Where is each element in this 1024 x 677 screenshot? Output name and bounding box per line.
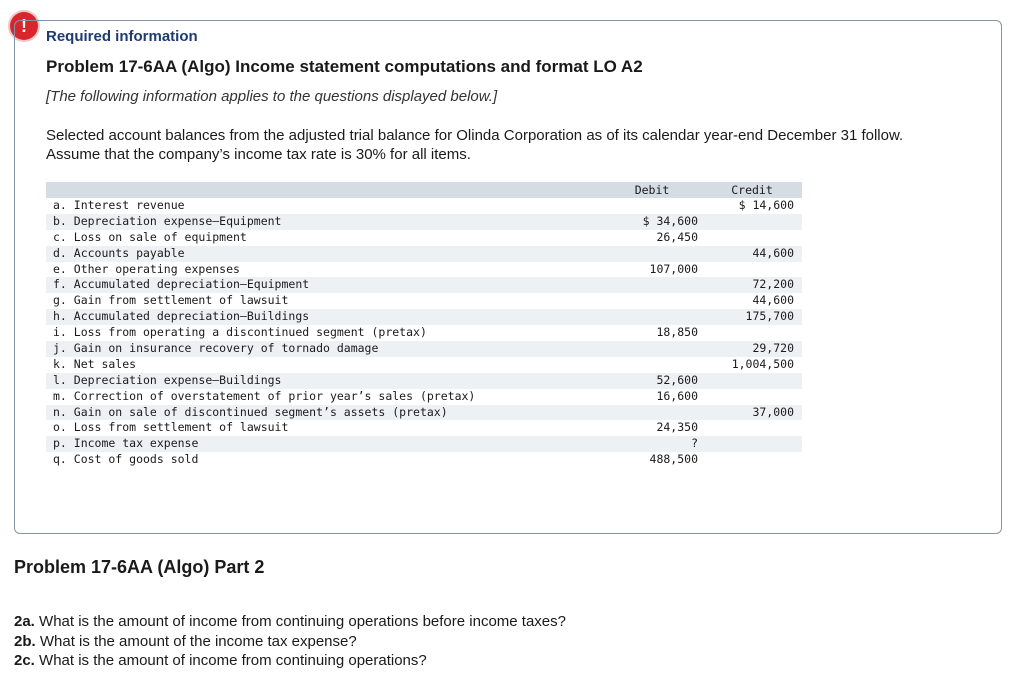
account-label: q. Cost of goods sold (53, 452, 199, 467)
credit-value: 44,600 (752, 245, 794, 260)
applies-note: [The following information applies to the questions displayed below.] (46, 88, 498, 105)
question-text: What is the amount of income from continuing operations before income taxes? (39, 613, 566, 630)
table-row (46, 436, 802, 452)
account-label: e. Other operating expenses (53, 261, 240, 276)
account-label: k. Net sales (53, 356, 137, 371)
alert-icon: ! (10, 12, 38, 40)
table-row (46, 246, 802, 262)
required-info-heading: Required information (46, 28, 198, 45)
table-row (46, 198, 802, 214)
question-item (14, 632, 566, 652)
table-row (46, 357, 802, 373)
question-item (14, 612, 566, 632)
debit-value: 52,600 (656, 372, 698, 387)
credit-value: 1,004,500 (731, 356, 794, 371)
trial-balance-header (46, 182, 802, 198)
part-title: Problem 17-6AA (Algo) Part 2 (14, 557, 265, 577)
credit-value: 37,000 (752, 404, 794, 419)
question-text: What is the amount of the income tax expense? (39, 632, 357, 650)
debit-value: 24,350 (656, 420, 698, 435)
table-row (46, 373, 802, 389)
debit-value: 107,000 (649, 261, 698, 276)
debit-value: 26,450 (656, 229, 698, 244)
table-row (46, 389, 802, 405)
debit-value: $ 34,600 (642, 213, 698, 228)
table-row (46, 420, 802, 436)
account-label: p. Income tax expense (53, 436, 199, 451)
question-number: 2a. (14, 613, 35, 630)
questions-list (14, 612, 566, 671)
account-label: o. Loss from settlement of lawsuit (53, 420, 289, 435)
table-row (46, 341, 802, 357)
account-label: n. Gain on sale of discontinued segment’s assets (pretax) (53, 404, 448, 419)
account-label: h. Accumulated depreciation—Buildings (53, 309, 310, 324)
question-number: 2b. (14, 632, 36, 650)
account-label: d. Accounts payable (53, 245, 185, 260)
debit-value: 16,600 (656, 388, 698, 403)
account-label: a. Interest revenue (53, 198, 185, 212)
credit-value: 175,700 (745, 309, 794, 324)
account-label: g. Gain from settlement of lawsuit (53, 293, 289, 308)
debit-value: 18,850 (656, 325, 698, 340)
table-row (46, 293, 802, 309)
credit-value: 72,200 (752, 277, 794, 292)
trial-balance-table (46, 182, 802, 468)
table-row (46, 277, 802, 293)
credit-value: 44,600 (752, 293, 794, 308)
table-row (46, 230, 802, 246)
question-number: 2c. (14, 652, 35, 669)
debit-value: ? (691, 436, 698, 451)
intro-paragraph: Selected account balances from the adjusted trial balance for Olinda Corporation as of its calendar year-end December 31 follow. Assume that the company’s income tax rate is 30% for all items. (46, 127, 904, 163)
question-item (14, 651, 566, 671)
credit-value: 29,720 (752, 341, 794, 356)
table-row (46, 452, 802, 468)
account-label: b. Depreciation expense—Equipment (53, 213, 282, 228)
debit-value: 488,500 (649, 452, 698, 467)
credit-column-header: Credit (731, 183, 773, 197)
table-row (46, 325, 802, 341)
credit-value: $ 14,600 (738, 198, 794, 212)
debit-column-header: Debit (634, 183, 670, 197)
account-label: f. Accumulated depreciation—Equipment (53, 277, 310, 292)
account-label: i. Loss from operating a discontinued segment (pretax) (53, 325, 427, 340)
account-label: c. Loss on sale of equipment (53, 229, 247, 244)
account-label: l. Depreciation expense—Buildings (53, 372, 282, 387)
account-label: j. Gain on insurance recovery of tornado damage (53, 341, 379, 356)
question-text: What is the amount of income from continuing operations? (39, 652, 427, 669)
trial-balance-rows (46, 198, 802, 468)
table-row (46, 309, 802, 325)
account-label: m. Correction of overstatement of prior year’s sales (pretax) (53, 388, 476, 403)
problem-title: Problem 17-6AA (Algo) Income statement computations and format LO A2 (46, 57, 643, 76)
table-row (46, 405, 802, 421)
table-row (46, 262, 802, 278)
table-row (46, 214, 802, 230)
